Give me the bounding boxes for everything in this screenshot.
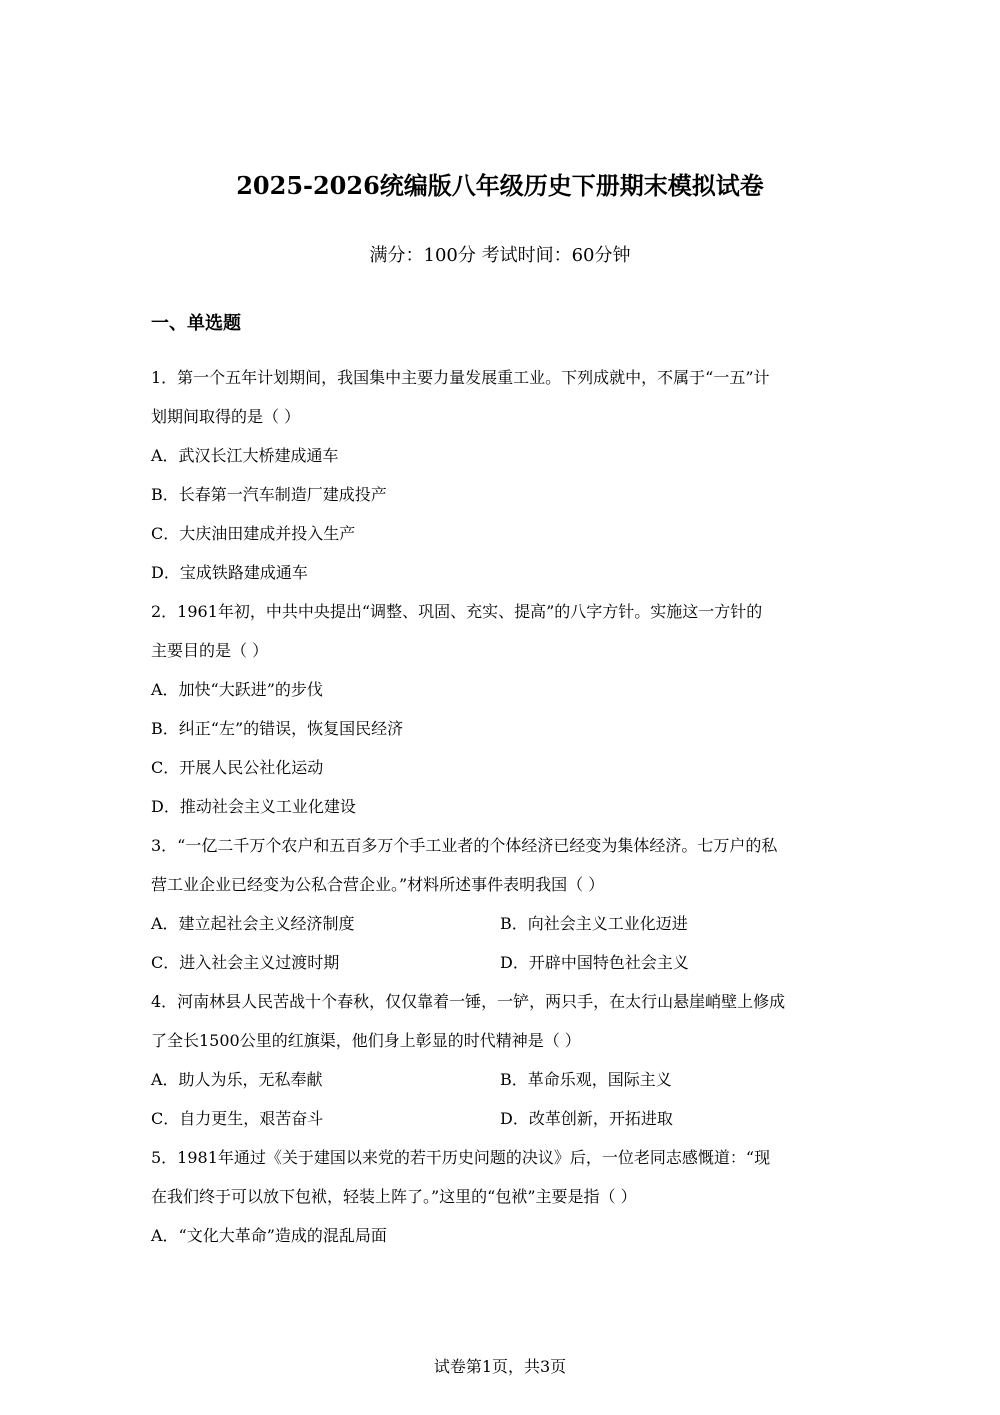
exam-title: 2025-2026统编版八年级历史下册期末模拟试卷 — [236, 171, 764, 200]
question-3-stem: 3．“一亿二千万个农户和五百多万个手工业者的个体经济已经变为集体经济。七万户的私 — [151, 836, 778, 855]
question-2-option-b: B．纠正“左”的错误，恢复国民经济 — [151, 719, 404, 738]
question-1-option-a: A．武汉长江大桥建成通车 — [151, 446, 339, 465]
question-4-option-d: D．改革创新，开拓进取 — [500, 1109, 673, 1128]
question-5-option-a: A．“文化大革命”造成的混乱局面 — [151, 1226, 387, 1245]
question-3-option-a: A．建立起社会主义经济制度 — [151, 914, 355, 933]
question-2-option-a: A．加快“大跃进”的步伐 — [151, 680, 323, 699]
question-1-option-d: D．宝成铁路建成通车 — [151, 563, 308, 582]
question-3-option-d: D．开辟中国特色社会主义 — [500, 953, 689, 972]
question-5-stem-cont: 在我们终于可以放下包袱，轻装上阵了。”这里的“包袱”主要是指（ ） — [151, 1187, 637, 1206]
section-heading: 一、单选题 — [151, 313, 241, 334]
question-2-stem-cont: 主要目的是（ ） — [151, 641, 269, 660]
question-1-stem: 1．第一个五年计划期间，我国集中主要力量发展重工业。下列成就中，不属于“一五”计 — [151, 368, 770, 387]
question-3-option-b: B．向社会主义工业化迈进 — [500, 914, 688, 933]
question-4-option-a: A．助人为乐，无私奉献 — [151, 1070, 323, 1089]
question-3-stem-cont: 营工业企业已经变为公私合营企业。”材料所述事件表明我国（ ） — [151, 875, 605, 894]
question-2-stem: 2．1961年初，中共中央提出“调整、巩固、充实、提高”的八字方针。实施这一方针的 — [151, 602, 763, 621]
question-1-option-c: C．大庆油田建成并投入生产 — [151, 524, 356, 543]
exam-info: 满分：100分 考试时间：60分钟 — [369, 245, 631, 266]
question-4-option-c: C．自力更生，艰苦奋斗 — [151, 1109, 324, 1128]
question-2-option-c: C．开展人民公社化运动 — [151, 758, 324, 777]
question-4-stem-cont: 了全长1500公里的红旗渠，他们身上彰显的时代精神是（ ） — [151, 1031, 581, 1050]
question-5-stem: 5．1981年通过《关于建国以来党的若干历史问题的决议》后，一位老同志感慨道：“现 — [151, 1148, 771, 1167]
question-1-stem-cont: 划期间取得的是（ ） — [151, 407, 301, 426]
question-4-stem: 4．河南林县人民苦战十个春秋，仅仅靠着一锤，一铲，两只手，在太行山悬崖峭壁上修成 — [151, 992, 786, 1011]
question-4-option-b: B．革命乐观，国际主义 — [500, 1070, 672, 1089]
page-footer: 试卷第1页，共3页 — [433, 1357, 567, 1376]
question-3-option-c: C．进入社会主义过渡时期 — [151, 953, 340, 972]
question-2-option-d: D．推动社会主义工业化建设 — [151, 797, 356, 816]
question-1-option-b: B．长春第一汽车制造厂建成投产 — [151, 485, 387, 504]
